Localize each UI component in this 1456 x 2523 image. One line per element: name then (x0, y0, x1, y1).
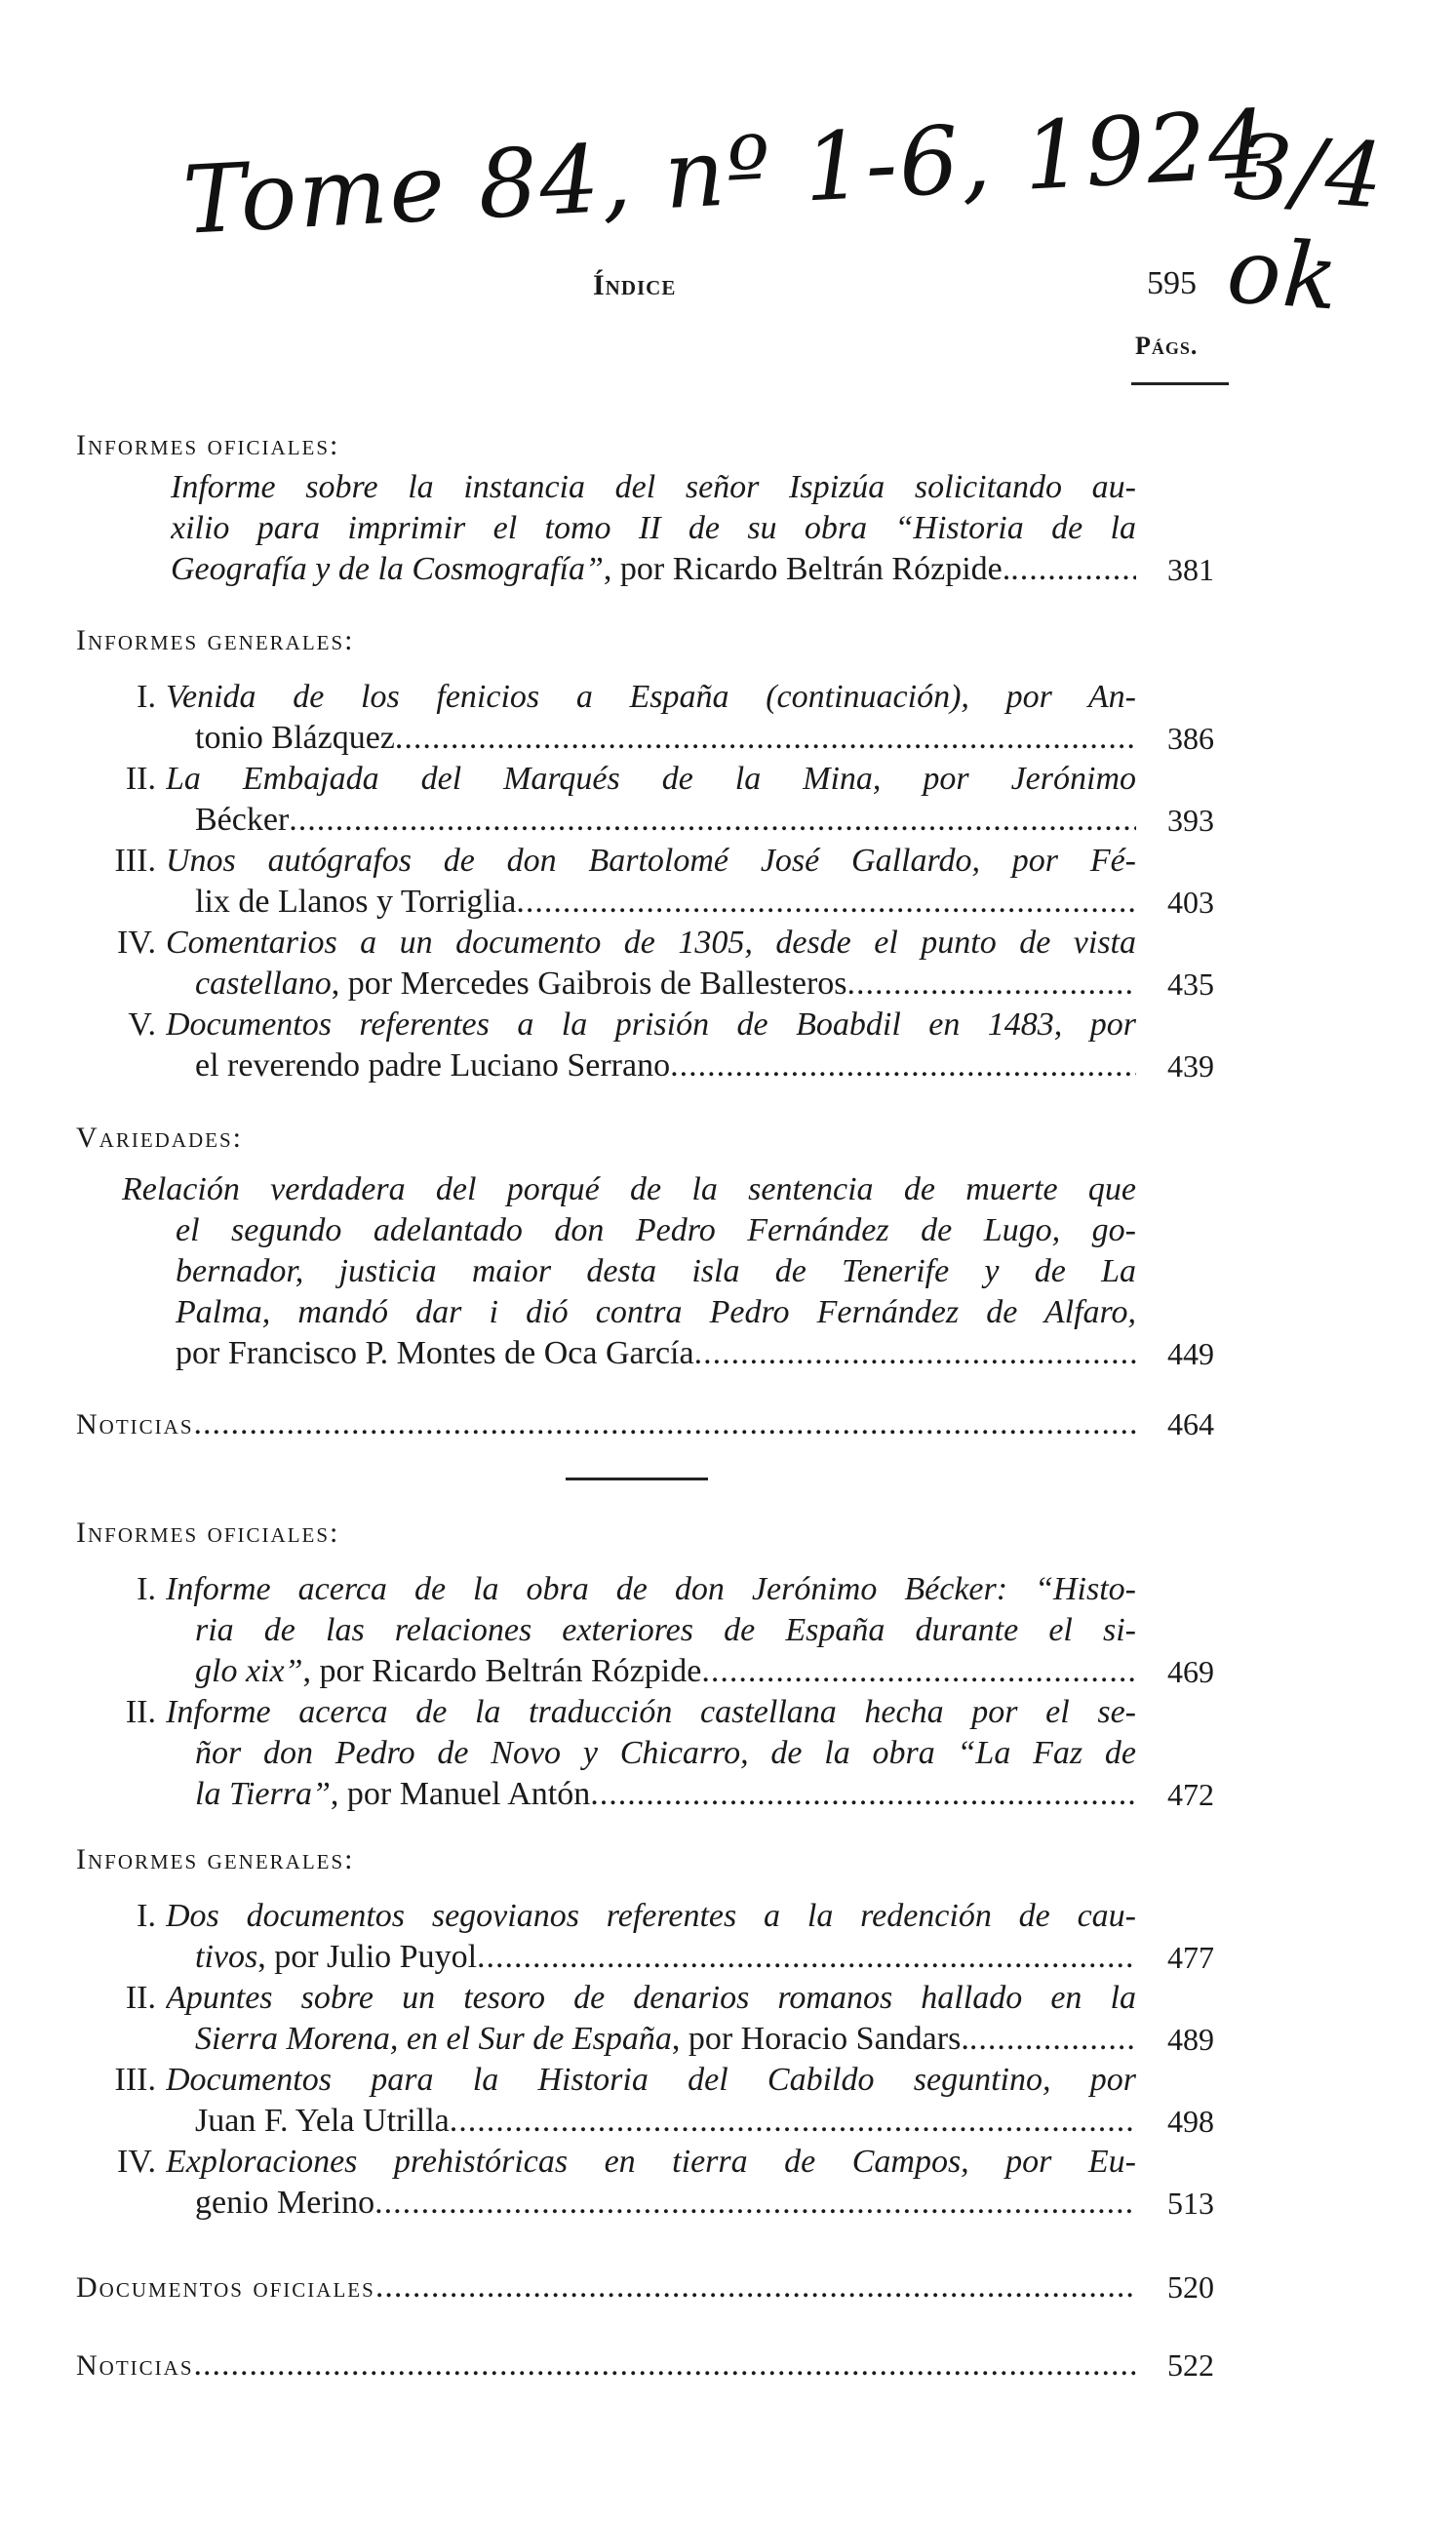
page-ref: 469 (1167, 1654, 1214, 1689)
entry-line: Dos documentos segovianos referentes a la redención de cau- (166, 1898, 1136, 1934)
entry-line: Unos autógrafos de don Bartolomé José Gallardo, por Fé- (166, 843, 1136, 879)
entry-roman-numeral: IV. (117, 925, 156, 961)
entry-author-part: , por Ricardo Beltrán Rózpide. (603, 551, 1011, 587)
page-ref: 381 (1167, 552, 1214, 587)
entry-line: Informe acerca de la traducción castellana hecha por el se- (166, 1694, 1136, 1730)
page-ref: 393 (1167, 803, 1214, 838)
entry-line (195, 1652, 1136, 1691)
dot-leader (477, 1938, 1136, 1977)
dot-leader (1010, 550, 1136, 589)
entry-line (195, 2102, 1136, 2141)
toc-row (76, 1404, 1136, 1443)
entry-line (195, 719, 1136, 758)
section-heading: Documentos oficiales (76, 2271, 375, 2304)
dot-leader (374, 2184, 1136, 2223)
entry-roman-numeral: II. (125, 1980, 156, 2016)
section-heading: Noticias (76, 1408, 194, 1440)
section-heading: Informes oficiales: (76, 1517, 340, 1549)
entry-text: tonio Blázquez (195, 720, 395, 756)
index-title: Índice (593, 269, 677, 301)
entry-line: La Embajada del Marqués de la Mina, por Jerónimo (166, 761, 1136, 797)
entry-title-part: castellano (195, 966, 332, 1002)
handwritten-check-note: 3/4 ok (1223, 114, 1389, 331)
dot-leader (590, 1775, 1136, 1814)
dot-leader (969, 2020, 1136, 2059)
page-ref: 464 (1167, 1406, 1214, 1441)
dot-leader (701, 1652, 1136, 1691)
page-ref: 522 (1167, 2347, 1214, 2383)
page-ref: 386 (1167, 721, 1214, 756)
dot-leader (516, 883, 1136, 922)
page-ref: 489 (1167, 2022, 1214, 2057)
pages-column-label: Págs. (1135, 332, 1199, 360)
entry-line: Exploraciones prehistóricas en tierra de Campos, por Eu- (166, 2144, 1136, 2180)
entry-line: bernador, justicia maior desta isla de Tenerife y de La (176, 1253, 1136, 1289)
page-ref: 498 (1167, 2104, 1214, 2139)
page-ref: 435 (1167, 966, 1214, 1002)
page-ref: 449 (1167, 1336, 1214, 1371)
entry-line (195, 1775, 1136, 1814)
entry-line: Informe acerca de la obra de don Jerónimo Bécker: “Histo- (166, 1571, 1136, 1607)
entry-text: el reverendo padre Luciano Serrano (195, 1047, 671, 1084)
entry-line: Palma, mandó dar i dió contra Pedro Fernández de Alfaro, (176, 1294, 1136, 1330)
page-ref: 513 (1167, 2186, 1214, 2221)
entry-line: Relación verdadera del porqué de la sentencia de muerte que (122, 1171, 1136, 1207)
entry-line (195, 2020, 1136, 2059)
dot-leader (194, 2346, 1137, 2385)
entry-line (176, 1334, 1136, 1373)
entry-line: Comentarios a un documento de 1305, desde el punto de vista (166, 925, 1136, 961)
page-ref: 477 (1167, 1940, 1214, 1975)
entry-roman-numeral: V. (128, 1006, 156, 1043)
entry-roman-numeral: III. (114, 843, 156, 879)
section-heading: Variedades: (76, 1122, 243, 1154)
entry-line: ñor don Pedro de Novo y Chicarro, de la obra “La Faz de (195, 1735, 1136, 1771)
entry-line: Apuntes sobre un tesoro de denarios romanos hallado en la (166, 1980, 1136, 2016)
entry-text: lix de Llanos y Torriglia (195, 884, 517, 920)
entry-line: xilio para imprimir el tomo II de su obra “Historia de la (171, 510, 1136, 546)
entry-line (171, 550, 1136, 589)
entry-title-part: la Tierra” (195, 1776, 331, 1812)
entry-line: ria de las relaciones exteriores de España durante el si- (195, 1612, 1136, 1648)
entry-author-part: , por Manuel Antón (330, 1776, 591, 1812)
entry-author-part: , por Julio Puyol (257, 1939, 478, 1975)
entry-author-part: , por Mercedes Gaibrois de Ballesteros (331, 966, 847, 1002)
section-heading: Informes generales: (76, 624, 355, 656)
dot-leader (847, 965, 1137, 1004)
page-number: 595 (1147, 265, 1197, 301)
entry-line: el segundo adelantado don Pedro Fernández de Lugo, go- (176, 1212, 1136, 1248)
entry-line (195, 1046, 1136, 1085)
entry-roman-numeral: IV. (117, 2144, 156, 2180)
entry-line: Venida de los fenicios a España (continuación), por An- (166, 679, 1136, 715)
entry-title-part: Sierra Morena, en el Sur de España (195, 2021, 672, 2057)
entry-text: por Francisco P. Montes de Oca García (176, 1335, 694, 1371)
entry-author-part: , por Horacio Sandars. (671, 2021, 969, 2057)
entry-title-part: tivos (195, 1939, 258, 1975)
section-heading: Informes oficiales: (76, 429, 340, 461)
entry-text: Juan F. Yela Utrilla (195, 2103, 450, 2139)
entry-title-part: Geografía y de la Cosmografía” (171, 551, 604, 587)
entry-text: genio Merino (195, 2185, 375, 2221)
entry-line: Documentos para la Historia del Cabildo seguntino, por (166, 2062, 1136, 2098)
handwritten-volume-note: Tome 84, nº 1-6, 1924 (180, 89, 1273, 256)
section-heading: Noticias (76, 2349, 194, 2382)
page-ref: 472 (1167, 1777, 1214, 1812)
entry-line: Documentos referentes a la prisión de Boabdil en 1483, por (166, 1006, 1136, 1043)
entry-title-part: glo xix” (195, 1653, 303, 1689)
entry-line (195, 883, 1136, 922)
section-heading: Informes generales: (76, 1843, 355, 1875)
entry-line (195, 801, 1136, 840)
dot-leader (194, 1404, 1137, 1443)
dot-leader (694, 1334, 1136, 1373)
toc-row (76, 2346, 1136, 2385)
page-ref: 520 (1167, 2269, 1214, 2305)
section-separator-rule (566, 1478, 708, 1480)
entry-roman-numeral: I. (137, 1898, 156, 1934)
entry-roman-numeral: II. (125, 1694, 156, 1730)
entry-roman-numeral: III. (114, 2062, 156, 2098)
page-ref: 403 (1167, 885, 1214, 920)
pages-column-rule (1131, 382, 1229, 385)
entry-roman-numeral: I. (137, 1571, 156, 1607)
dot-leader (450, 2102, 1136, 2141)
page-ref: 439 (1167, 1048, 1214, 1084)
dot-leader (395, 719, 1136, 758)
entry-line (195, 1938, 1136, 1977)
toc-row (76, 2267, 1136, 2306)
dot-leader (289, 801, 1136, 840)
entry-line (195, 965, 1136, 1004)
entry-text: Bécker (195, 802, 290, 838)
entry-line (195, 2184, 1136, 2223)
entry-line: Informe sobre la instancia del señor Ispizúa solicitando au- (171, 469, 1136, 505)
entry-author-part: , por Ricardo Beltrán Rózpide (302, 1653, 702, 1689)
entry-roman-numeral: II. (125, 761, 156, 797)
entry-roman-numeral: I. (137, 679, 156, 715)
dot-leader (375, 2267, 1136, 2306)
dot-leader (670, 1046, 1136, 1085)
